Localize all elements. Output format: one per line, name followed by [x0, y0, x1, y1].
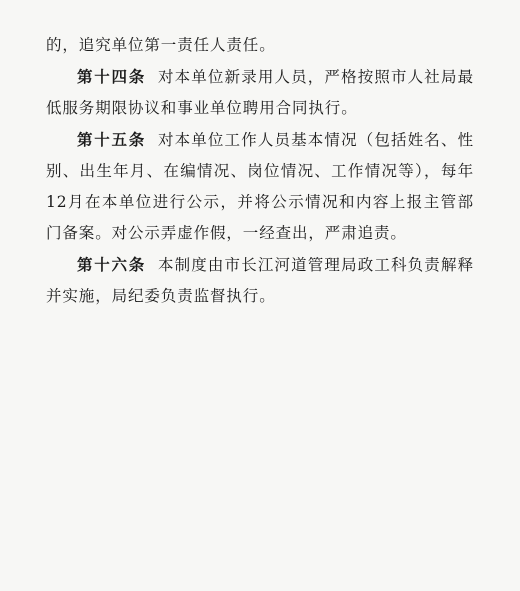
- article-14: [46, 61, 474, 124]
- article-15: [46, 124, 474, 249]
- article-number: 第十六条: [77, 255, 146, 274]
- article-text: 本制度由市长江河道管理局政工科负责解释并实施，局纪委负责监督执行。: [46, 256, 474, 305]
- article-text: 对本单位工作人员基本情况（包括姓名、性别、出生年月、在编情况、岗位情况、工作情况等），每年12月在本单位进行公示，并将公示情况和内容上报主管部门备案。对公示弄虚作假，一经查出，严肃追责。: [46, 131, 474, 242]
- article-number: 第十五条: [77, 130, 146, 149]
- continuation-paragraph: 的，追究单位第一责任人责任。: [46, 36, 276, 54]
- article-16: [46, 249, 474, 312]
- article-text: 对本单位新录用人员，严格按照市人社局最低服务期限协议和事业单位聘用合同执行。: [46, 68, 474, 117]
- article-number: 第十四条: [77, 67, 146, 86]
